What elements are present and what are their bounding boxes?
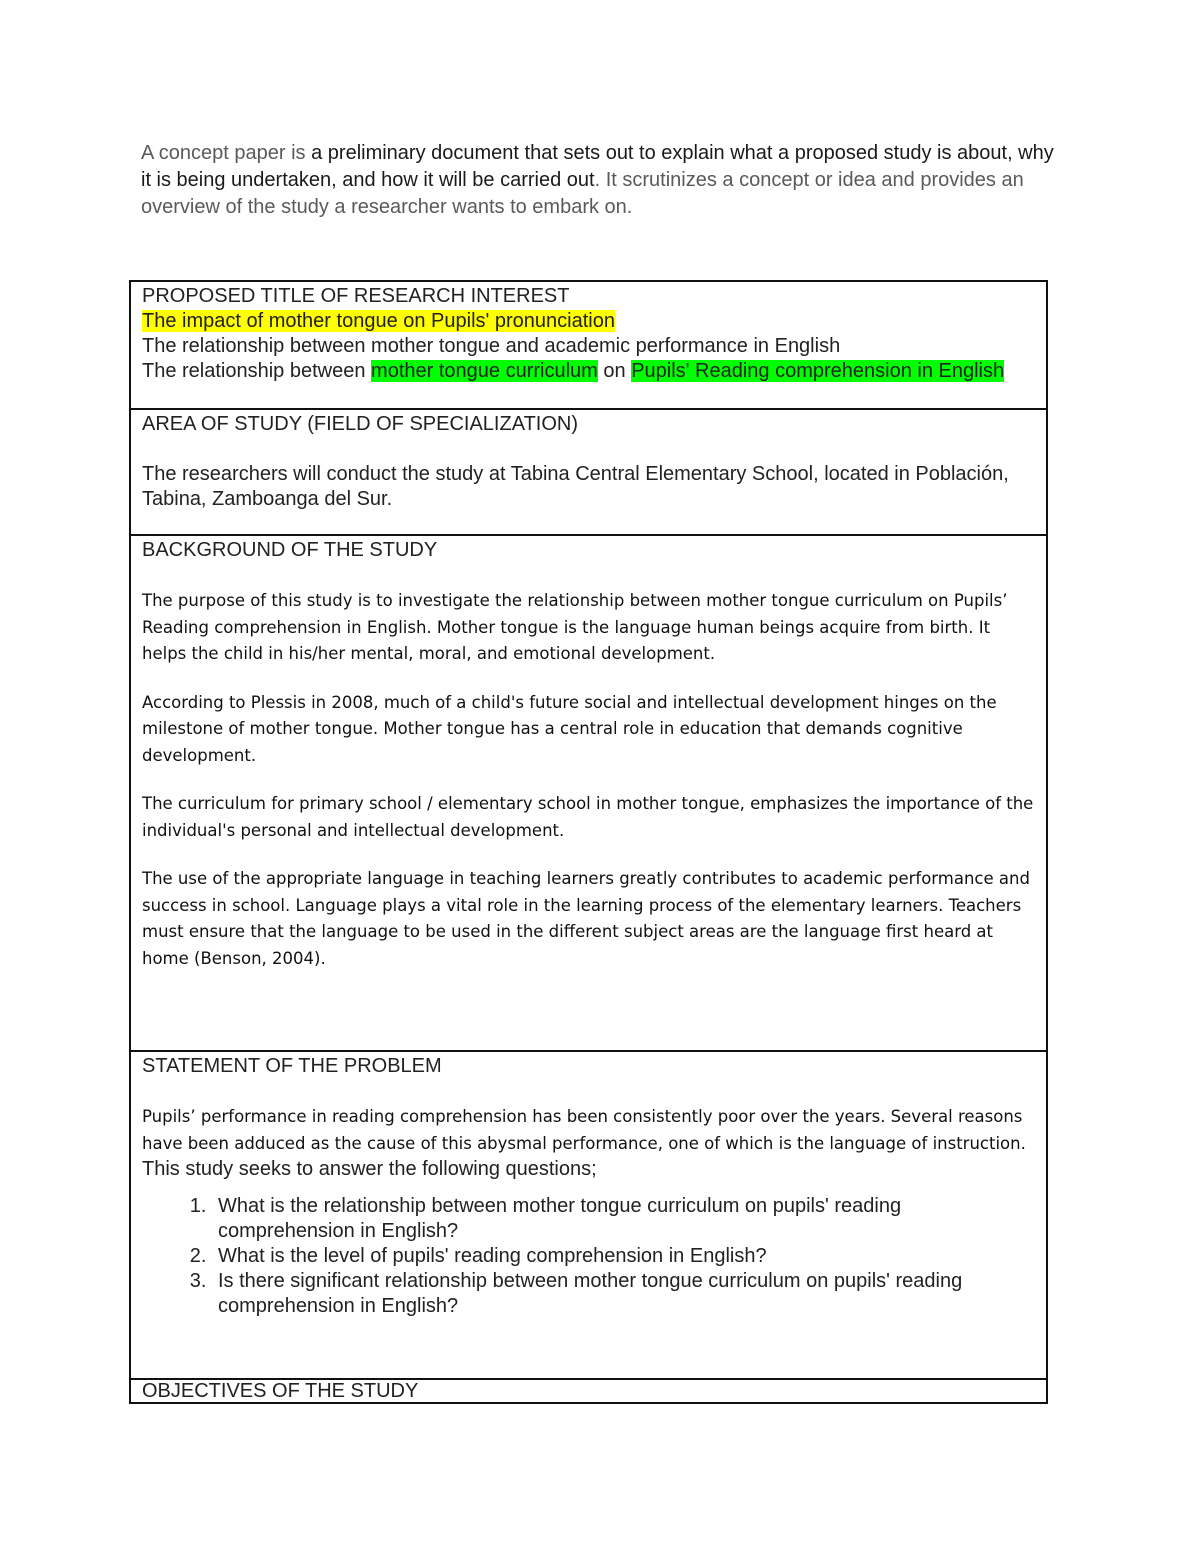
problem-cell [130,1051,1047,1379]
title-cell [130,281,1047,409]
background-paragraph-3: The curriculum for primary school / elementary school in mother tongue, emphasizes the importance of the individual's personal and intellectual development. [142,794,1034,840]
area-row [130,409,1047,535]
title-option-1 [142,309,1036,334]
concept-table [129,280,1048,1404]
green-highlight-2: urriculum [515,360,598,382]
questions-list [142,1194,1036,1319]
background-heading: BACKGROUND OF THE STUDY [142,539,438,561]
green-highlight-3: Pupils' Reading c [631,360,786,382]
problem-heading: STATEMENT OF THE PROBLEM [142,1055,442,1077]
yellow-highlight: The impact of mother tongue on Pupils' pronunciation [142,310,615,332]
intro-part-3: . It scrutinizes a concept or idea and provides an overview of the study a researcher wants to embark on. [141,169,1024,218]
objectives-cell [130,1379,1047,1403]
question-item: 2. What is the level of pupils' reading comprehension in English? [212,1244,1036,1269]
green-highlight-1: mother tongue c [371,360,516,382]
area-heading: AREA OF STUDY (FIELD OF SPECIALIZATION) [142,413,578,435]
background-row [130,535,1047,1051]
intro-part-1: A concept paper is [141,142,312,164]
background-paragraph-1: The purpose of this study is to investigate the relationship between mother tongue curriculum on Pupils’ Reading comprehension in English. Mother tongue is the language human beings acquire from birth. It helps the child in his/her mental, moral, and emotional development. [142,591,1008,663]
objectives-row [130,1379,1047,1403]
title-option-2: The relationship between mother tongue and academic performance in English [142,335,841,357]
objectives-heading: OBJECTIVES OF THE STUDY [142,1380,419,1402]
background-paragraph-2: According to Plessis in 2008, much of a child's future social and intellectual development hinges on the milestone of mother tongue. Mother tongue has a central role in education that demands cognitive development. [142,692,997,765]
title-heading: PROPOSED TITLE OF RESEARCH INTEREST [142,285,570,307]
intro-part-2: a preliminary document that sets out to explain what a proposed study is about, why it is being undertaken, and how it will be carried out [141,142,1054,191]
option3-mid: on [597,360,632,382]
option3-prefix: The relationship between [142,360,372,382]
problem-intro-sans: This study seeks to answer the following questions; [142,1158,597,1180]
question-item: 3. Is there significant relationship between mother tongue curriculum on pupils' reading comprehension in English? [212,1269,1036,1319]
background-cell [130,535,1047,1051]
area-cell [130,409,1047,535]
title-row [130,281,1047,409]
area-body: The researchers will conduct the study at Tabina Central Elementary School, located in Población, Tabina, Zamboanga del Sur. [142,463,1009,510]
problem-row [130,1051,1047,1379]
problem-intro-serif: Pupils’ performance in reading comprehension has been consistently poor over the years. Several reasons have been adduced as the cause of this abysmal performance, one of which is the language of instruction. [142,1107,1026,1153]
intro-paragraph [141,140,1061,221]
background-paragraph-4: The use of the appropriate language in teaching learners greatly contributes to academic performance and success in school. Language plays a vital role in the learning process of the elementary learners. Teachers must ensure that the language to be used in the different subject areas are the language first heard at home (Benson, 2004). [142,869,1030,968]
title-option-3 [142,359,1036,384]
question-item: 1. What is the relationship between mother tongue curriculum on pupils' reading comprehension in English? [212,1194,1036,1244]
problem-intro [142,1104,1036,1182]
green-highlight-4: omprehension in English [785,360,1005,382]
